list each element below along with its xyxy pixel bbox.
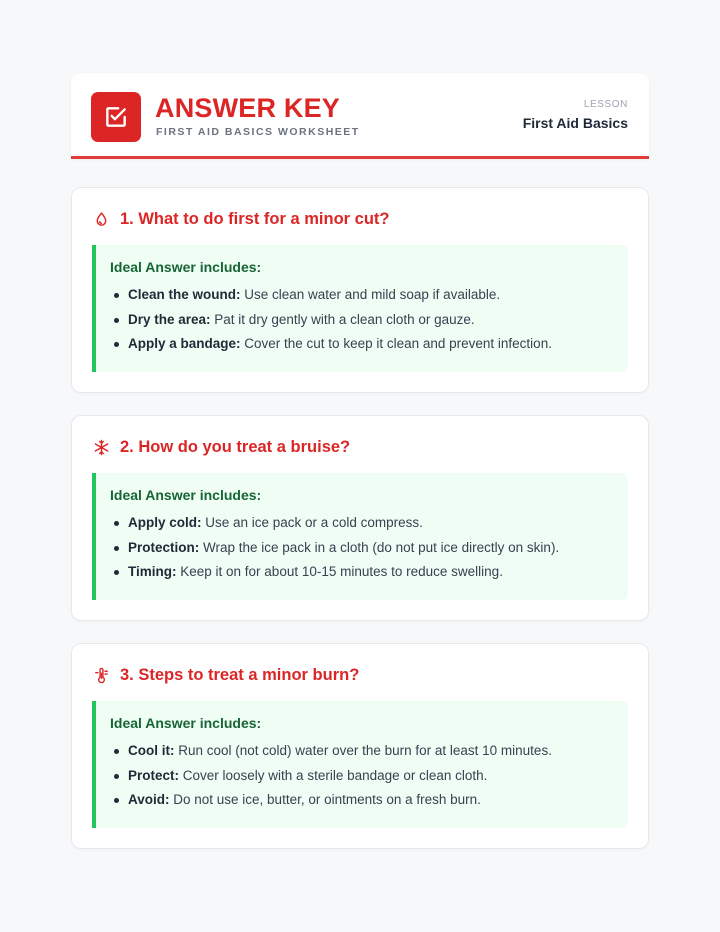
ideal-answer-box (92, 701, 628, 828)
list-item: Avoid: Do not use ice, butter, or ointments on a fresh burn. (110, 788, 614, 813)
answer-title: Ideal Answer includes: (110, 259, 262, 275)
question-heading (92, 210, 390, 229)
checkbox-icon (103, 104, 129, 130)
question-heading (92, 666, 359, 685)
thermometer-icon (92, 667, 110, 685)
question-card-2 (71, 415, 649, 621)
list-item: Protection: Wrap the ice pack in a cloth (do not put ice directly on skin). (110, 536, 614, 561)
answer-list (110, 511, 614, 585)
logo-badge (91, 92, 141, 142)
lesson-label: LESSON (583, 99, 628, 110)
list-item: Apply a bandage: Cover the cut to keep it clean and prevent infection. (110, 332, 614, 357)
question-title: 3. Steps to treat a minor burn? (120, 666, 360, 684)
answer-title: Ideal Answer includes: (110, 715, 262, 731)
list-item: Timing: Keep it on for about 10-15 minutes to reduce swelling. (110, 560, 614, 585)
worksheet-header (71, 73, 649, 159)
list-item: Protect: Cover loosely with a sterile bandage or clean cloth. (110, 764, 614, 789)
question-heading (92, 438, 350, 457)
question-title: 2. How do you treat a bruise? (120, 438, 351, 456)
droplet-icon (92, 211, 110, 229)
list-item: Cool it: Run cool (not cold) water over the burn for at least 10 minutes. (110, 739, 614, 764)
list-item: Apply cold: Use an ice pack or a cold compress. (110, 511, 614, 536)
lesson-value: First Aid Basics (522, 115, 628, 131)
snowflake-icon (92, 439, 110, 457)
question-card-3 (71, 643, 649, 849)
list-item: Dry the area: Pat it dry gently with a clean cloth or gauze. (110, 308, 614, 333)
ideal-answer-box (92, 245, 628, 372)
answer-title: Ideal Answer includes: (110, 487, 262, 503)
question-card-1 (71, 187, 649, 393)
ideal-answer-box (92, 473, 628, 600)
answer-list (110, 739, 614, 813)
question-title: 1. What to do first for a minor cut? (120, 210, 390, 228)
answer-list (110, 283, 614, 357)
page-title: ANSWER KEY (155, 93, 341, 123)
list-item: Clean the wound: Use clean water and mild soap if available. (110, 283, 614, 308)
page-subtitle: FIRST AID BASICS WORKSHEET (156, 126, 360, 138)
